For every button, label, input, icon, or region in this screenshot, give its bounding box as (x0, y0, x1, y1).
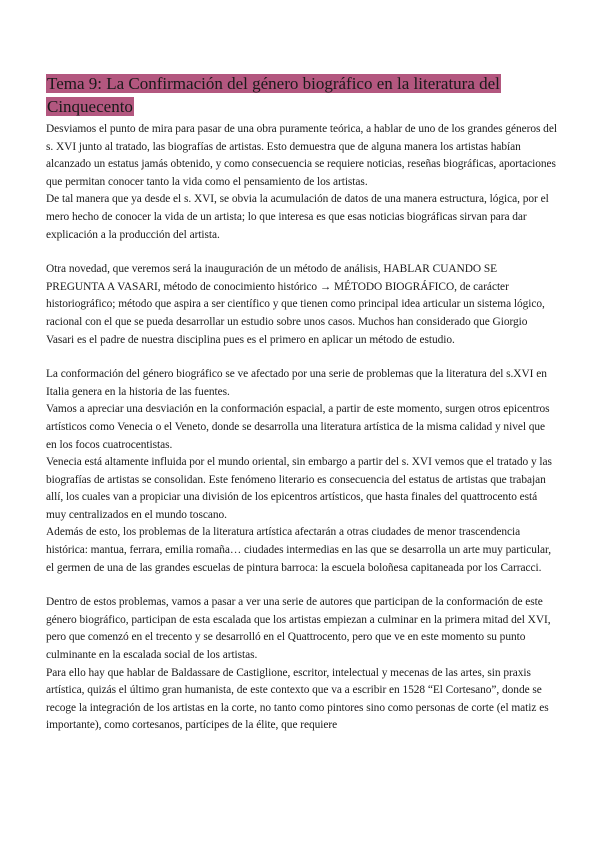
paragraph: Vamos a apreciar una desviación en la conformación espacial, a partir de este momento, surgen otros epicentros artísticos como Venecia o el Veneto, donde se desarrolla una literatura artística de la misma calidad y nivel que en los focos cuatrocentistas. (46, 403, 550, 451)
paragraph-spacer (46, 349, 558, 366)
paragraph: Dentro de estos problemas, vamos a pasar a ver una serie de autores que participan de la conformación de este género biográfico, participan de esta escalada que los artistas empiezan a culminar en la primera mitad del XVI, pero que comenzó en el trecento y se desarrolló en el Quattrocento, pero que ve en este momento su punto culminante en la escalada social de los artistas. (46, 596, 551, 662)
paragraph: Para ello hay que hablar de Baldassare de Castiglione, escritor, intelectual y mecenas de las artes, sin praxis artística, quizás el último gran humanista, de este contexto que va a escribir en 1528 “El Cortesano”, donde se recoge la integración de los artistas en la corte, no tanto como pintores sino como personas de corte (el matiz es importante), como cortesanos, partícipes de la élite, que requiere (46, 666, 549, 732)
paragraph: De tal manera que ya desde el s. XVI, se obvia la acumulación de datos de una manera estructura, lógica, por el mero hecho de conocer la vida de un artista; lo que interesa es que esas noticias biográficas sirvan para dar explicación a la producción del artista. (46, 193, 549, 241)
paragraph: Desviamos el punto de mira para pasar de una obra puramente teórica, a hablar de uno de los grandes géneros del s. XVI junto al tratado, las biografías de artistas. Esto demuestra que de alguna manera los artistas habían alcanzado un estatus jamás obtenido, y como consecuencia se requiere noticias, reseñas biográficas, aportaciones que permitan conocer tanto la vida como el pensamiento de los artistas. (46, 123, 557, 188)
document-body (46, 72, 558, 735)
paragraph: Otra novedad, que veremos será la inauguración de un método de análisis, HABLAR CUANDO SE PREGUNTA A VASARI, método de conocimiento histórico → MÉTODO BIOGRÁFICO, de carácter historiográfico; método que aspira a ser científico y que tienen como principal idea articular un sistema lógico, racional con el que se pueda desarrollar un estudio sobre unos casos. Muchos han considerado que Giorgio Vasari es el padre de nuestra disciplina pues es el primero en aplicar un método de estudio. (46, 263, 545, 346)
paragraph-spacer (46, 577, 558, 594)
page-title (46, 72, 558, 118)
paragraph-spacer (46, 244, 558, 261)
paragraph: Además de esto, los problemas de la literatura artística afectarán a otras ciudades de menor trascendencia histórica: mantua, ferrara, emilia romaña… ciudades intermedias en las que se desarrolla un arte muy particular, el germen de una de las grandes escuelas de pintura barroca: la escuela boloñesa capitaneada por los Carracci. (46, 526, 552, 574)
paragraph: Venecia está altamente influida por el mundo oriental, sin embargo a partir del s. XVI vemos que el tratado y las biografías de artistas se consolidan. Este fenómeno literario es consecuencia del estatus de artistas que trabajan allí, los cuales van a propiciar una división de los epicentros artísticos, que hasta finales del quattrocento está muy centralizados en el mundo toscano. (46, 456, 552, 521)
title-highlight: Tema 9: La Confirmación del género biográfico en la literatura del Cinquecento (47, 74, 500, 116)
paragraph: La conformación del género biográfico se ve afectado por una serie de problemas que la literatura del s.XVI en Italia genera en la historia de las fuentes. (46, 368, 547, 398)
